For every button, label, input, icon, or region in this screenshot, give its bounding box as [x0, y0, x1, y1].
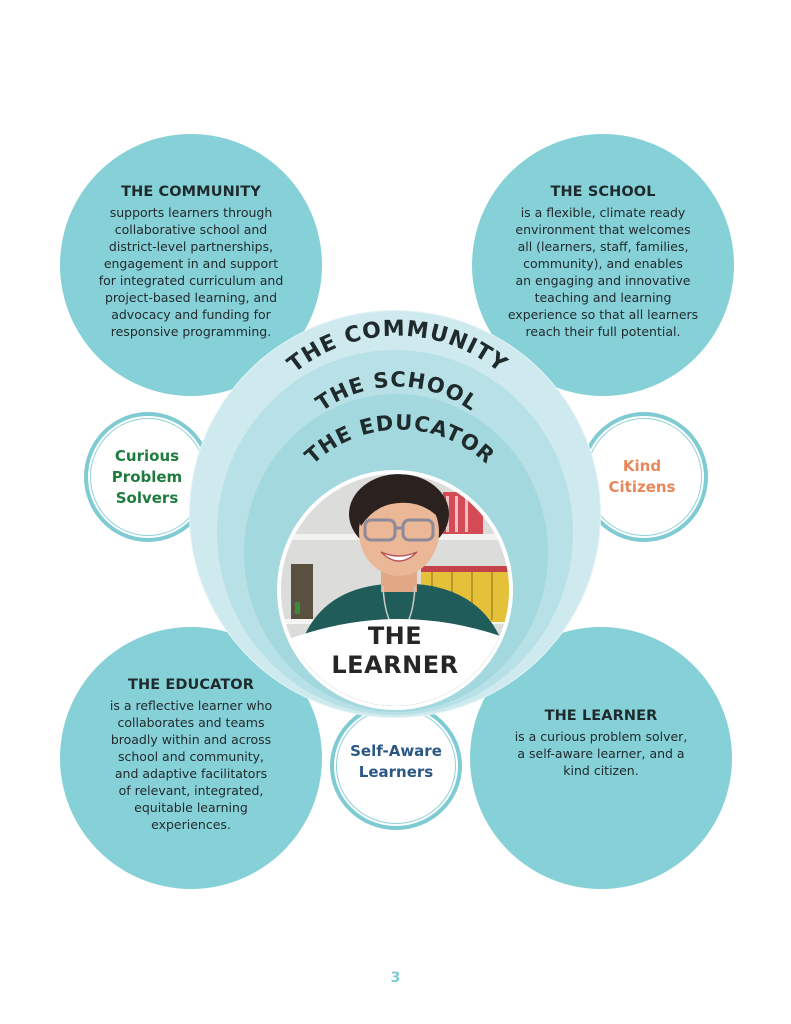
ring-label-educator: THE EDUCATOR	[300, 410, 500, 469]
badge-kind-citizens: Kind Citizens	[580, 412, 708, 542]
center-label	[281, 622, 509, 680]
learner-description: is a curious problem solver, a self-aware learner, and a kind citizen.	[514, 728, 688, 778]
educator-title: THE EDUCATOR	[127, 677, 254, 693]
badge-self-aware-learners: Self-Aware Learners	[330, 702, 462, 830]
ring-label-school: THE SCHOOL	[311, 367, 483, 416]
community-title: THE COMMUNITY	[121, 184, 261, 200]
center-label-line2: LEARNER	[331, 651, 459, 679]
learner-photo	[277, 470, 513, 710]
svg-text:THE EDUCATOR	[300, 410, 499, 468]
center-label-line1: THE	[367, 622, 423, 650]
ring-label-community: THE COMMUNITY	[283, 316, 512, 378]
page-number: 3	[390, 970, 401, 986]
community-description: supports learners through collaborative school and district-level partnerships, engagement in and support for integrated curriculum and project-based learning, and advocacy and funding for responsive programming.	[98, 205, 284, 339]
badge-curious-problem-solvers: Curious Problem Solvers	[84, 412, 212, 542]
school-description: is a flexible, climate ready environment that welcomes all (learners, staff, families, community), and enables an engaging and innovative teaching and learning experience so that all learners reach their full potential.	[507, 205, 699, 339]
learner-title: THE LEARNER	[544, 707, 658, 724]
educator-description: is a reflective learner who collaborates and teams broadly within and across school and community, and adaptive facilitators of relevant, integrated, equitable learning experiences.	[109, 698, 273, 832]
svg-text:THE SCHOOL	[311, 368, 482, 416]
school-title: THE SCHOOL	[550, 184, 656, 200]
